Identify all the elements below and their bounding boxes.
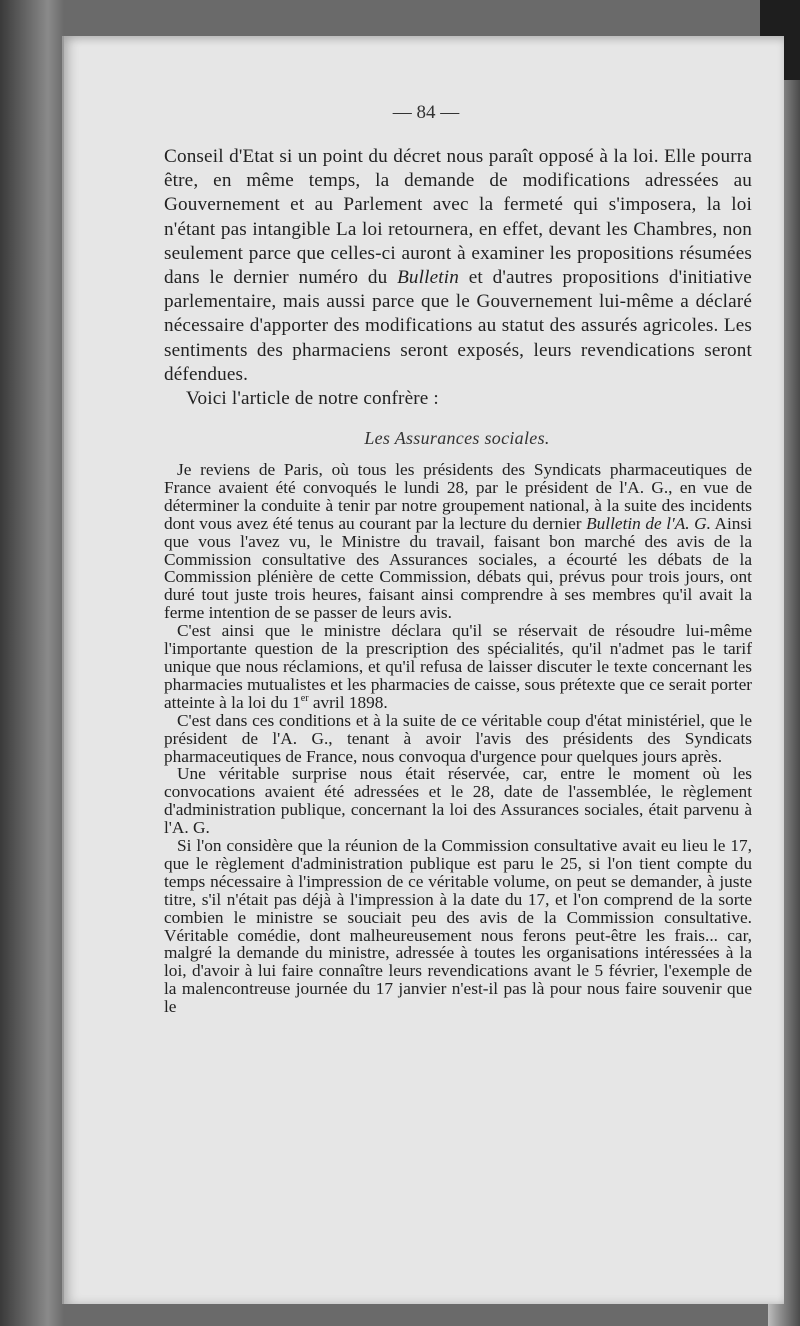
article-body — [164, 461, 752, 1016]
article-paragraph: Une véritable surprise nous était réservée, car, entre le moment où les convocations avaient été adressées et le 28, date de l'assemblée, le règlement d'administration publique, concernant la loi des Assurances sociales, était parvenu à l'A. G. — [164, 764, 752, 838]
article-paragraph: C'est dans ces conditions et à la suite de ce véritable coup d'état ministériel, que le président de l'A. G., tenant à avoir l'avis des présidents des Syndicats pharmaceutiques de France, nous convoqua d'urgence pour quelques jours après. — [164, 710, 752, 766]
article-paragraph: Je reviens de Paris, où tous les présidents des Syndicats pharmaceutiques de France avaient été convoqués le lundi 28, par le président de l'A. G., en vue de déterminer la conduite à tenir par notre groupement national, à la suite des incidents dont vous avez été tenus au courant par la lecture du dernier Bulletin de l'A. G. Ainsi que vous l'avez vu, le Ministre du travail, faisant bon marché des avis de la Commission consultative des Assurances sociales, a écourté les débats de la Commission plénière de cette Commission, débats qui, prévus pour trois jours, ont duré tout juste trois heures, faisant ainsi comprendre à ses membres qu'il avait la ferme intention de se passer de leurs avis. — [164, 460, 752, 623]
intro-text — [164, 145, 752, 411]
page-number: — 84 — — [392, 102, 460, 123]
intro-lead-in: Voici l'article de notre confrère : — [186, 388, 439, 410]
intro-paragraph: Conseil d'Etat si un point du décret nous paraît opposé à la loi. Elle pourra être, en même temps, la demande de modifications adressées au Gouvernement et au Parlement avec la fermeté qui s'imposera, la loi n'étant pas intangible La loi retournera, en effet, devant les Chambres, non seulement parce que celles-ci auront à examiner les propositions résumées dans le dernier numéro du Bulletin et d'autres propositions d'initiative parlementaire, mais aussi parce que le Gouvernement lui-même a déclaré nécessaire d'apporter des modifications au statut des assurés agricoles. Les sentiments des pharmaciens seront exposés, leurs revendications seront défendues. — [164, 146, 752, 385]
article-paragraph: Si l'on considère que la réunion de la Commission consultative avait eu lieu le 17, que le règlement d'administration publique est paru le 25, si l'on tient compte du temps nécessaire à l'impression de ce véritable volume, on peut se demander, à juste titre, s'il n'était pas déjà à l'impression à la date du 17, et l'on comprend de la sorte combien le ministre se souciait peu des avis de la Commission consultative. Véritable comédie, dont malheureusement nous ferons peut-être les frais... car, malgré la demande du ministre, adressée à toutes les organisations intéressées à la loi, d'avoir à lui faire connaître leurs revendications avant le 5 février, l'exemple de la malencontreuse journée du 17 janvier n'est-il pas là pour nous faire souvenir que le — [164, 836, 752, 1017]
article-paragraph: C'est ainsi que le ministre déclara qu'il se réservait de résoudre lui-même l'importante question de la prescription des spécialités, qu'il n'admet pas le tarif unique que nous réclamions, et qu'il refusa de laisser discuter le texte concernant les pharmacies mutualistes et les pharmacies de caisse, sous prétexte que ce serait porter atteinte à la loi du 1er avril 1898. — [164, 621, 752, 712]
article-title: Les Assurances sociales. — [364, 428, 550, 448]
